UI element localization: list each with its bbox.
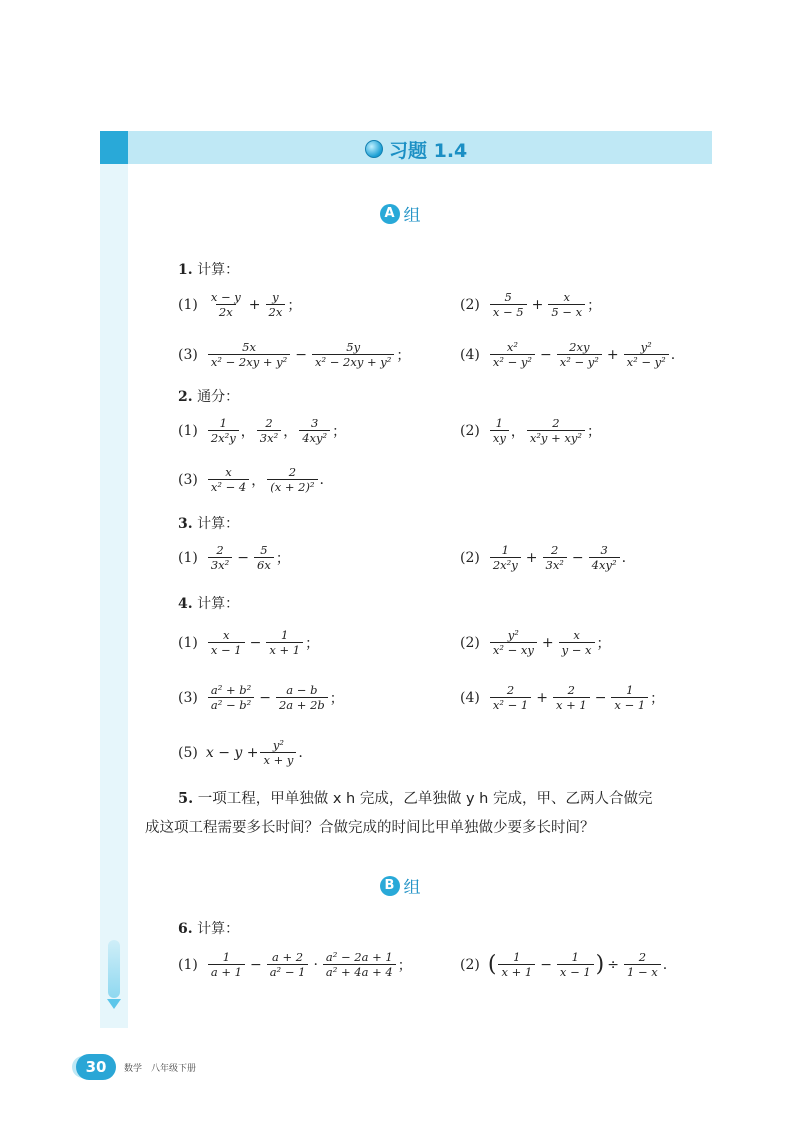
fraction: $\frac{\text{y²}}{\text{x² − y²}}$: [624, 340, 669, 370]
group-b-label: 组: [403, 878, 421, 898]
fraction: $\frac{5x}{\text{x² − 2xy + y²}}$: [208, 340, 290, 370]
q6-item-2: (2) ( $\frac{1}{x + 1}$ − $\frac{1}{x - 1}$ ) ÷ $\frac{2}{1 - x}$ .: [460, 950, 668, 980]
question-2-heading: 2. 通分：: [178, 389, 240, 405]
fraction: $\frac{2}{\text{3x²}}$: [257, 416, 281, 446]
q2-item-1: (1) $\frac{1}{\text{2x²y}}$ ， $\frac{2}{\text{3x²}}$ ， $\frac{3}{\text{4xy²}}$ ；: [178, 416, 347, 446]
q4-item-4: (4) $\frac{2}{\text{x² − 1}}$ + $\frac{2}{x + 1}$ − $\frac{1}{x - 1}$ ；: [460, 683, 665, 713]
exercise-title: [365, 137, 467, 161]
fraction: $\frac{x}{y - x}$: [559, 628, 595, 658]
fraction: $\frac{3}{\text{4xy²}}$: [299, 416, 330, 446]
fraction: $\frac{1}{a + 1}$: [208, 950, 245, 980]
fraction: $\frac{2}{\text{3x²}}$: [208, 543, 232, 573]
fraction: $\frac{2}{x + 1}$: [553, 683, 590, 713]
q1-item-1: (1) $\frac{x - y}{2x}$ + $\frac{y}{2x}$ ；: [178, 290, 302, 320]
fraction: $\frac{a - b}{2a + 2b}$: [276, 683, 328, 713]
page-footer: [76, 1054, 196, 1080]
q6-item-1: (1) $\frac{1}{a + 1}$ − $\frac{a + 2}{\text{a² − 1}}$ · $\frac{\text{a² − 2a + 1}}{\text{a² + 4a + 4}}$ ；: [178, 950, 412, 980]
side-scroll-bar: [108, 940, 120, 998]
fraction: $\frac{x}{5 - x}$: [548, 290, 585, 320]
globe-icon: [365, 140, 383, 158]
fraction: $\frac{x}{x - 1}$: [208, 628, 245, 658]
page-number: 30: [76, 1054, 116, 1080]
fraction: $\frac{1}{xy}$: [490, 416, 509, 446]
q1-item-2: (2) $\frac{5}{x - 5}$ + $\frac{x}{5 - x}$ ；: [460, 290, 602, 320]
fraction: $\frac{x - y}{2x}$: [210, 290, 241, 320]
q3-item-2: (2) $\frac{1}{\text{2x²y}}$ + $\frac{2}{\text{3x²}}$ − $\frac{3}{\text{4xy²}}$ .: [460, 543, 627, 573]
fraction: $\frac{1}{x + 1}$: [266, 628, 303, 658]
fraction: $\frac{\text{a² − 2a + 1}}{\text{a² + 4a + 4}}$: [323, 950, 396, 980]
fraction: $\frac{2xy}{\text{x² − y²}}$: [557, 340, 602, 370]
fraction: $\frac{2}{\text{x² − 1}}$: [490, 683, 531, 713]
group-a-label: 组: [403, 206, 421, 226]
question-4-heading: 4. 计算：: [178, 596, 240, 612]
fraction: $\frac{1}{\text{2x²y}}$: [490, 543, 521, 573]
fraction: $\frac{2}{1 - x}$: [624, 950, 661, 980]
exercise-title-text: 习题 1.4: [389, 139, 468, 162]
fraction: $\frac{1}{x + 1}$: [498, 950, 535, 980]
q2-item-3: (3) $\frac{x}{\text{x² − 4}}$ ， $\frac{2}{\text{(x + 2)²}}$ .: [178, 465, 324, 495]
fraction: $\frac{3}{\text{4xy²}}$: [589, 543, 620, 573]
fraction: $\frac{\text{y²}}{\text{x² − xy}}$: [490, 628, 537, 658]
fraction: $\frac{x}{\text{x² − 4}}$: [208, 465, 249, 495]
question-6-heading: 6. 计算：: [178, 921, 240, 937]
fraction: $\frac{5}{6x}$: [254, 543, 274, 573]
q4-item-3: (3) $\frac{\text{a² + b²}}{\text{a² − b²}}$ − $\frac{a - b}{2a + 2b}$ ；: [178, 683, 344, 713]
question-1-heading: 1. 计算：: [178, 262, 240, 278]
fraction: $\frac{5y}{\text{x² − 2xy + y²}}$: [312, 340, 394, 370]
group-b-badge: B: [380, 876, 400, 896]
group-a-badge: A: [380, 204, 400, 224]
group-a-heading: [0, 201, 800, 226]
q4-item-1: (1) $\frac{x}{x - 1}$ − $\frac{1}{x + 1}$ ；: [178, 628, 320, 658]
fraction: $\frac{\text{x²}}{\text{x² − y²}}$: [490, 340, 535, 370]
fraction: $\frac{y}{2x}$: [266, 290, 286, 320]
q1-item-3: (3) $\frac{5x}{\text{x² − 2xy + y²}}$ − $\frac{5y}{\text{x² − 2xy + y²}}$ ；: [178, 340, 411, 370]
fraction: $\frac{1}{x - 1}$: [557, 950, 594, 980]
fraction: $\frac{1}{\text{2x²y}}$: [208, 416, 239, 446]
q3-item-1: (1) $\frac{2}{\text{3x²}}$ − $\frac{5}{6x}$ ；: [178, 543, 290, 573]
q1-item-4: (4) $\frac{\text{x²}}{\text{x² − y²}}$ − $\frac{2xy}{\text{x² − y²}}$ + $\frac{\text{y²}}{\text{x² − y²}}$ .: [460, 340, 676, 370]
down-arrow-icon: [107, 999, 121, 1009]
q4-item-5: (5) x − y + $\frac{\text{y²}}{x + y}$ .: [178, 738, 303, 768]
fraction: $\frac{5}{x - 5}$: [490, 290, 527, 320]
q4-item-2: (2) $\frac{\text{y²}}{\text{x² − xy}}$ + $\frac{x}{y - x}$ ；: [460, 628, 611, 658]
group-b-heading: [0, 873, 800, 898]
book-title: 数学 八年级下册: [124, 1063, 197, 1074]
question-3-heading: 3. 计算：: [178, 516, 240, 532]
fraction: $\frac{2}{\text{(x + 2)²}}$: [267, 465, 317, 495]
q2-item-2: (2) $\frac{1}{xy}$ ， $\frac{2}{\text{x²y + xy²}}$ ；: [460, 416, 601, 446]
fraction: $\frac{1}{x - 1}$: [611, 683, 648, 713]
question-5-text: 5. 一项工程，甲单独做 x h 完成，乙单独做 y h 完成，甲、乙两人合做完 成这项工程需要多长时间？合做完成的时间比甲单独做少要多长时间？: [145, 790, 653, 836]
fraction: $\frac{2}{\text{3x²}}$: [543, 543, 567, 573]
fraction: $\frac{\text{y²}}{x + y}$: [260, 738, 296, 768]
fraction: $\frac{\text{a² + b²}}{\text{a² − b²}}$: [208, 683, 254, 713]
fraction: $\frac{2}{\text{x²y + xy²}}$: [527, 416, 585, 446]
header-square: [100, 131, 128, 164]
fraction: $\frac{a + 2}{\text{a² − 1}}$: [267, 950, 309, 980]
